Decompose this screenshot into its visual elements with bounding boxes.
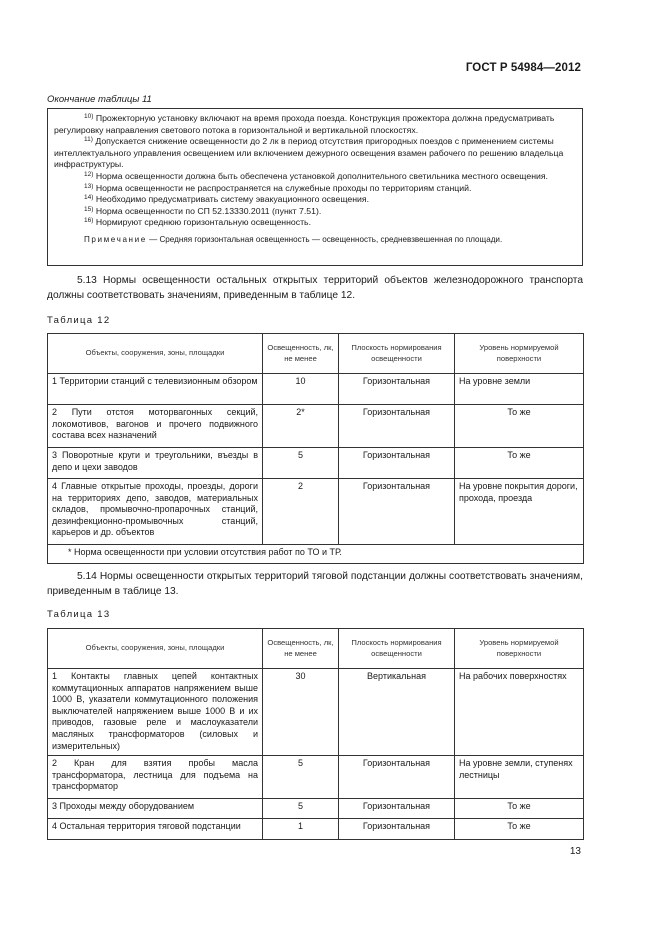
- table-cell: 4 Главные открытые проходы, проезды, дороги на территориях депо, заводов, материальных складов, промывочно-пропарочных станций, дезинфекционно-промывочных станций, карьеров и др. объектов: [48, 479, 263, 545]
- footnote: $^{13)}$ Норма освещенности не распространяется на служебные проходы по территориям станций.: [84, 182, 472, 193]
- table-footnote: * Норма освещенности при условии отсутствия работ по ТО и ТР.: [48, 545, 584, 564]
- footnote: $^{15)}$ Норма освещенности по СП 52.13330.2011 (пункт 7.51).: [84, 205, 322, 216]
- footnote: $^{16)}$ Нормируют среднюю горизонтальную освещенность.: [84, 217, 311, 228]
- table-cell: Вертикальная: [339, 669, 455, 756]
- table-row: [48, 756, 584, 799]
- column-header: Освещенность, лк, не менее: [263, 334, 339, 374]
- table-cell: 1 Территории станций с телевизионным обзором: [48, 374, 263, 405]
- column-header: Плоскость нормирования освещенности: [339, 629, 455, 669]
- table-cell: 2*: [263, 405, 339, 448]
- table-cell: Горизонтальная: [339, 756, 455, 799]
- table-cell: Горизонтальная: [339, 479, 455, 545]
- table-cell: На уровне покрытия дороги, прохода, проезда: [455, 479, 584, 545]
- table-cell: 2 Кран для взятия пробы масла трансформатора, лестница для подъема на трансформатор: [48, 756, 263, 799]
- table-cell: Горизонтальная: [339, 374, 455, 405]
- document-code: ГОСТ Р 54984—2012: [465, 62, 581, 74]
- paragraph-5-13: 5.13 Нормы освещенности остальных открытых территорий объектов железнодорожного транспорта должны соответствовать значениям, приведенным в таблице 12.: [47, 275, 583, 301]
- table-cell: То же: [455, 819, 584, 840]
- footnote: $^{14)}$ Необходимо предусматривать систему эвакуационного освещения.: [84, 194, 369, 205]
- table-cell: То же: [455, 448, 584, 479]
- table-cell: Горизонтальная: [339, 819, 455, 840]
- paragraph-5-14: 5.14 Нормы освещенности открытых территорий тяговой подстанции должны соответствовать значениям, приведенным в таблице 13.: [47, 571, 583, 597]
- table-note: [84, 234, 576, 246]
- table-cell: 10: [263, 374, 339, 405]
- table-13: [47, 628, 584, 840]
- table-cell: 3 Проходы между оборудованием: [48, 799, 263, 819]
- table-11-footnotes: [47, 108, 583, 266]
- note-text: — Средняя горизонтальная освещенность — освещенность, средневзвешенная по площади.: [146, 234, 503, 244]
- table-cell: 5: [263, 799, 339, 819]
- table-cell: Горизонтальная: [339, 799, 455, 819]
- table-cell: Горизонтальная: [339, 448, 455, 479]
- column-header: Объекты, сооружения, зоны, площадки: [48, 629, 263, 669]
- footnote: $^{10)}$ Прожекторную установку включают на время прохода поезда. Конструкция прожектора должна предусматривать регулировку направления светового потока в горизонтальной и вертикальной плоскостях.: [54, 113, 555, 135]
- table-header-row: [48, 629, 584, 669]
- table-cell: 30: [263, 669, 339, 756]
- footnote: $^{12)}$ Норма освещенности должна быть обеспечена установкой дополнительного светильника местного освещения.: [84, 170, 548, 181]
- table-cell: То же: [455, 799, 584, 819]
- table-cell: 3 Поворотные круги и треугольники, въезды в депо и цехи заводов: [48, 448, 263, 479]
- table-row: [48, 819, 584, 840]
- table-cell: На уровне земли, ступенях лестницы: [455, 756, 584, 799]
- table-cell: 4 Остальная территория тяговой подстанции: [48, 819, 263, 840]
- table-continuation-caption: Окончание таблицы 11: [47, 94, 152, 105]
- table-cell: 2: [263, 479, 339, 545]
- table-footnote-row: [48, 545, 584, 564]
- table-cell: 5: [263, 756, 339, 799]
- table-header-row: [48, 334, 584, 374]
- column-header: Уровень нормируемой поверхности: [455, 334, 584, 374]
- table-12-caption: Таблица 12: [47, 315, 111, 326]
- table-row: [48, 799, 584, 819]
- table-cell: 1: [263, 819, 339, 840]
- table-cell: На рабочих поверхностях: [455, 669, 584, 756]
- table-row: [48, 669, 584, 756]
- table-row: [48, 448, 584, 479]
- column-header: Уровень нормируемой поверхности: [455, 629, 584, 669]
- table-row: [48, 405, 584, 448]
- table-12: [47, 333, 584, 564]
- table-row: [48, 479, 584, 545]
- table-cell: На уровне земли: [455, 374, 584, 405]
- table-cell: 5: [263, 448, 339, 479]
- table-cell: Горизонтальная: [339, 405, 455, 448]
- table-cell: То же: [455, 405, 584, 448]
- column-header: Освещенность, лк, не менее: [263, 629, 339, 669]
- footnote: $^{11)}$ Допускается снижение освещенности до 2 лк в период отсутствия пригородных поездов с применением системы интеллектуального управления освещением или включением дежурного освещения взамен рабочего по решению владельца инфраструктуры.: [54, 136, 564, 170]
- column-header: Плоскость нормирования освещенности: [339, 334, 455, 374]
- table-cell: 1 Контакты главных цепей контактных коммутационных аппаратов напряжением выше 1000 В, указатели коммутационного положения выключателей напряжением выше 1000 В и их приводов, газовые реле и маслоуказатели масляных трансформаторов (силовых и измерительных): [48, 669, 263, 756]
- table-cell: 2 Пути отстоя моторвагонных секций, локомотивов, вагонов и прочего подвижного состава всех назначений: [48, 405, 263, 448]
- table-13-caption: Таблица 13: [47, 609, 111, 620]
- page-number: 13: [569, 846, 581, 857]
- column-header: Объекты, сооружения, зоны, площадки: [48, 334, 263, 374]
- note-label: Примечание: [84, 234, 147, 244]
- table-row: [48, 374, 584, 405]
